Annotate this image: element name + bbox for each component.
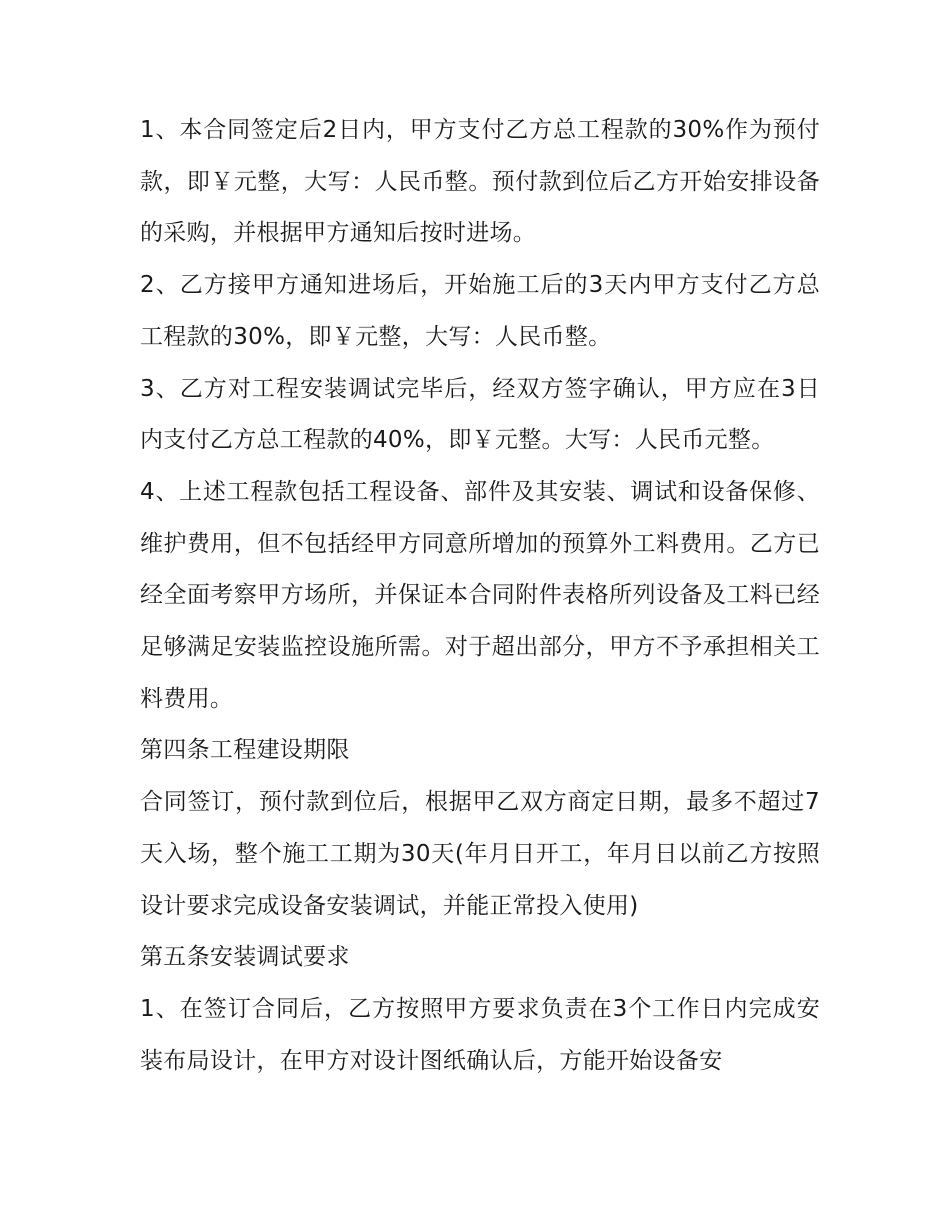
clause-installation-1: 1、在签订合同后，乙方按照甲方要求负责在3个工作日内完成安装布局设计，在甲方对设计图纸确认后，方能开始设备安 — [140, 995, 820, 1074]
section-heading-article-5: 第五条安装调试要求 — [140, 944, 350, 971]
clause-payment-4: 4、上述工程款包括工程设备、部件及其安装、调试和设备保修、维护费用，但不包括经甲方同意所增加的预算外工料费用。乙方已经全面考察甲方场所，并保证本合同附件表格所列设备及工料已经足够满足安装监控设施所需。对于超出部分，甲方不予承担相关工料费用。 — [140, 478, 820, 712]
clause-payment-1: 1、本合同签定后2日内，甲方支付乙方总工程款的30%作为预付款，即￥元整，大写：人民币整。预付款到位后乙方开始安排设备的采购，并根据甲方通知后按时进场。 — [140, 117, 820, 247]
section-heading-article-4: 第四条工程建设期限 — [140, 737, 350, 764]
clause-construction-period: 合同签订，预付款到位后，根据甲乙双方商定日期，最多不超过7天入场，整个施工工期为30天(年月日开工，年月日以前乙方按照设计要求完成设备安装调试，并能正常投入使用) — [140, 789, 820, 919]
clause-payment-2: 2、乙方接甲方通知进场后，开始施工后的3天内甲方支付乙方总工程款的30%，即￥元整，大写：人民币整。 — [140, 272, 820, 350]
clause-payment-3: 3、乙方对工程安装调试完毕后，经双方签字确认，甲方应在3日内支付乙方总工程款的40%，即￥元整。大写：人民币元整。 — [140, 375, 820, 454]
document-body — [140, 105, 820, 1087]
